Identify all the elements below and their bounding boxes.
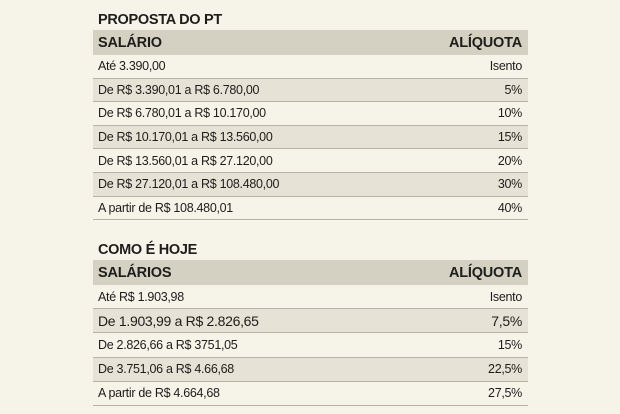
tax-rate: 30% bbox=[497, 177, 522, 192]
tax-rate: 22,5% bbox=[488, 362, 522, 377]
salary-range: De 3.751,06 a R$ 4.66,68 bbox=[98, 362, 234, 377]
table-row bbox=[93, 102, 528, 126]
table-row bbox=[93, 55, 528, 79]
table-row bbox=[93, 126, 528, 150]
tax-rate: 5% bbox=[504, 82, 522, 97]
salary-range: De R$ 6.780,01 a R$ 10.170,00 bbox=[98, 106, 266, 121]
table-row bbox=[93, 333, 528, 357]
proposal-col-salary: SALÁRIO bbox=[98, 34, 162, 51]
salary-range: Até 3.390,00 bbox=[98, 59, 166, 74]
current-table bbox=[93, 240, 528, 406]
salary-range: De R$ 3.390,01 a R$ 6.780,00 bbox=[98, 82, 260, 97]
salary-range: A partir de R$ 4.664,68 bbox=[98, 386, 220, 401]
tax-rate: 27,5% bbox=[488, 386, 522, 401]
proposal-table bbox=[93, 10, 528, 220]
salary-range: De 2.826,66 a R$ 3751,05 bbox=[98, 337, 238, 352]
tax-rate: 7,5% bbox=[491, 312, 522, 329]
table-row bbox=[93, 79, 528, 103]
current-col-rate: ALÍQUOTA bbox=[448, 264, 522, 281]
table-row bbox=[93, 149, 528, 173]
table-row bbox=[93, 382, 528, 406]
salary-range: A partir de R$ 108.480,01 bbox=[98, 200, 233, 215]
tax-rate: Isento bbox=[489, 59, 522, 74]
tax-rate: 10% bbox=[497, 106, 522, 121]
proposal-col-rate: ALÍQUOTA bbox=[448, 34, 522, 51]
salary-range: De 1.903,99 a R$ 2.826,65 bbox=[98, 312, 259, 329]
tax-rate: 15% bbox=[497, 130, 522, 145]
current-header-row bbox=[93, 260, 528, 285]
salary-range: De R$ 27.120,01 a R$ 108.480,00 bbox=[98, 177, 280, 192]
current-title: COMO É HOJE bbox=[98, 242, 198, 258]
tax-rate: 40% bbox=[497, 200, 522, 215]
table-row bbox=[93, 285, 528, 309]
table-row bbox=[93, 173, 528, 197]
proposal-header-row bbox=[93, 30, 528, 55]
table-row bbox=[93, 309, 528, 333]
proposal-title: PROPOSTA DO PT bbox=[98, 12, 222, 28]
tax-rate: 20% bbox=[497, 153, 522, 168]
table-row bbox=[93, 197, 528, 221]
salary-range: Até R$ 1.903,98 bbox=[98, 289, 184, 304]
tax-rate: 15% bbox=[497, 337, 522, 352]
salary-range: De R$ 13.560,01 a R$ 27.120,00 bbox=[98, 153, 273, 168]
current-col-salary: SALÁRIOS bbox=[98, 264, 172, 281]
table-row bbox=[93, 358, 528, 382]
tax-rate: Isento bbox=[489, 289, 522, 304]
salary-range: De R$ 10.170,01 a R$ 13.560,00 bbox=[98, 130, 273, 145]
